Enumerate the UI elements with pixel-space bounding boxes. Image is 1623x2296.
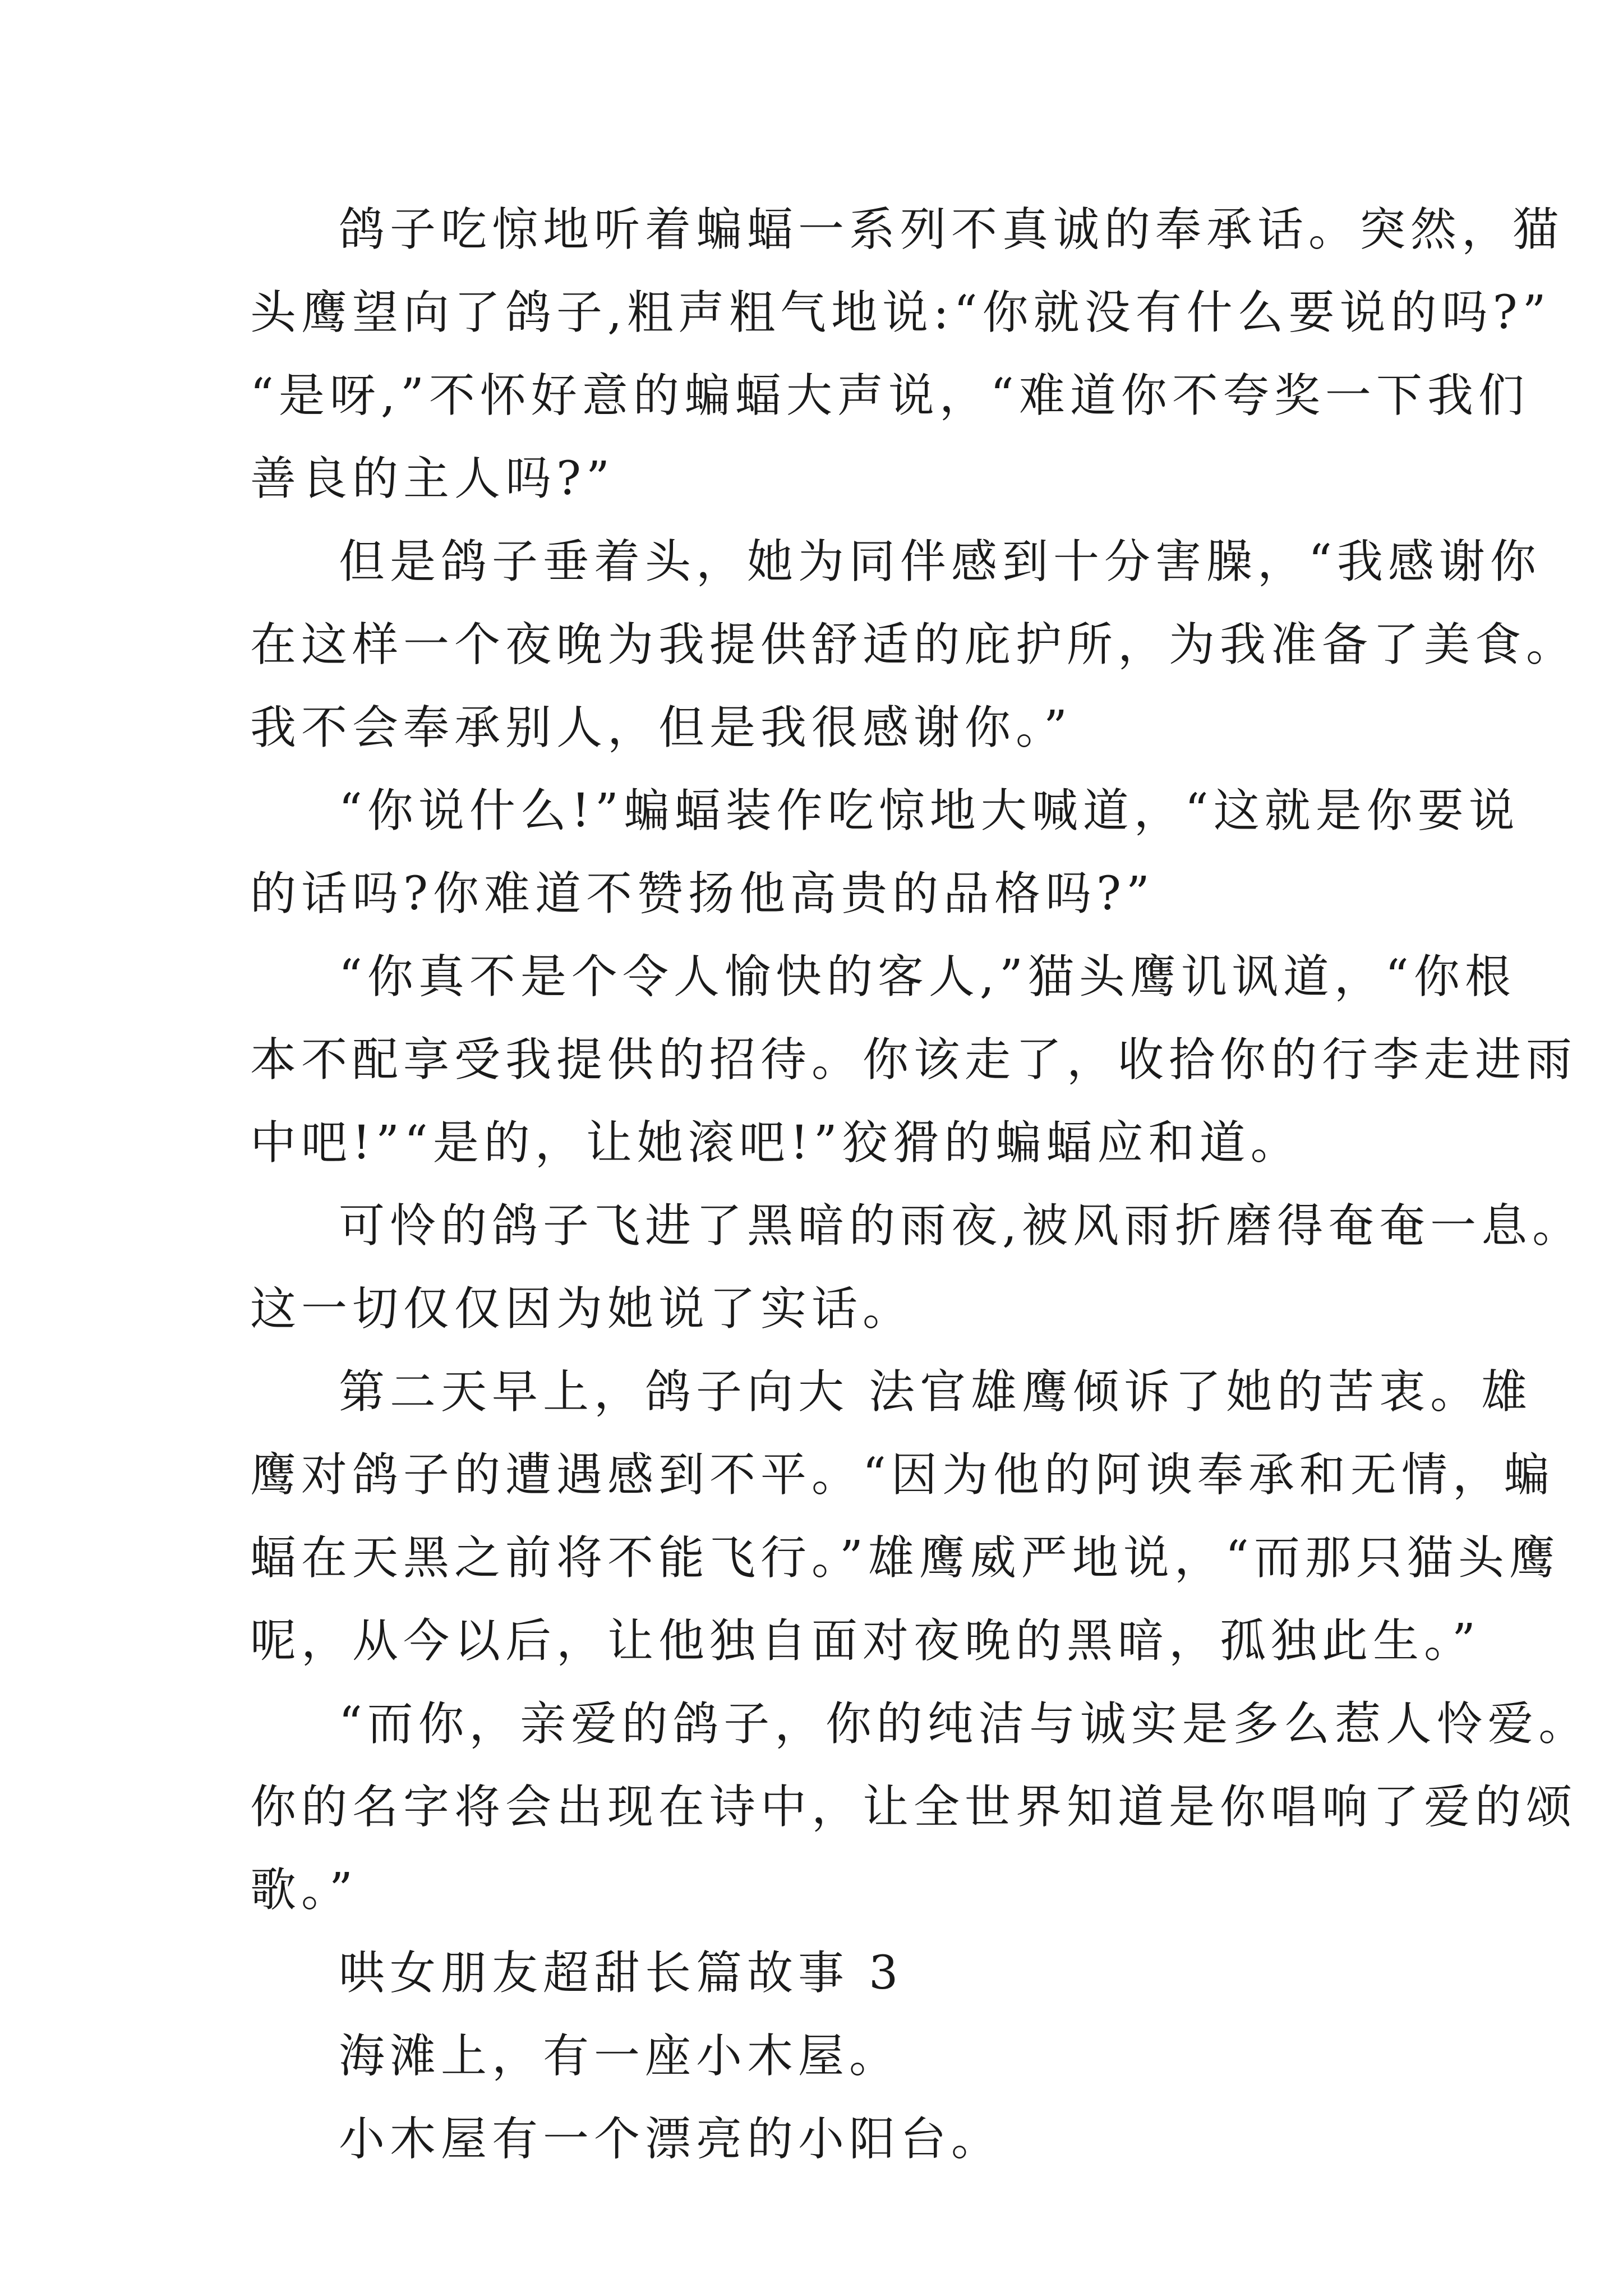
text-line: “你真不是个令人愉快的客人,”猫头鹰讥讽道，“你根 bbox=[339, 950, 1516, 1004]
text-line: 中吧!”“是的，让她滚吧!”狡猾的蝙蝠应和道。 bbox=[250, 1116, 1302, 1170]
text-line: 小木屋有一个漂亮的小阳台。 bbox=[339, 2113, 1003, 2166]
text-line: 海滩上，有一座小木屋。 bbox=[339, 2030, 901, 2083]
section-heading: 哄女朋友超甜长篇故事 3 bbox=[339, 1947, 903, 2000]
text-line: 头鹰望向了鸽子,粗声粗气地说:“你就没有什么要说的吗?” bbox=[250, 286, 1551, 339]
text-line: 蝠在天黑之前将不能飞行。”雄鹰威严地说，“而那只猫头鹰 bbox=[250, 1531, 1560, 1585]
text-line: 在这样一个夜晚为我提供舒适的庇护所，为我准备了美食。 bbox=[250, 618, 1578, 671]
text-line: 鸽子吃惊地听着蝙蝠一系列不真诚的奉承话。突然，猫 bbox=[339, 203, 1564, 256]
text-line: “你说什么!”蝙蝠装作吃惊地大喊道，“这就是你要说 bbox=[339, 784, 1520, 838]
text-line: 这一切仅仅因为她说了实话。 bbox=[250, 1282, 914, 1336]
text-line: 善良的主人吗?” bbox=[250, 452, 615, 505]
text-line: 你的名字将会出现在诗中，让全世界知道是你唱响了爱的颂 bbox=[250, 1780, 1578, 1834]
text-line: 第二天早上，鸽子向大 法官雄鹰倾诉了她的苦衷。雄 bbox=[339, 1365, 1533, 1419]
text-line: 本不配享受我提供的招待。你该走了，收拾你的行李走进雨 bbox=[250, 1033, 1578, 1087]
text-line: 我不会奉承别人，但是我很感谢你。” bbox=[250, 701, 1072, 754]
text-line: 呢，从今以后，让他独自面对夜晚的黑暗，孤独此生。” bbox=[250, 1614, 1481, 1668]
text-line: “是呀,”不怀好意的蝙蝠大声说，“难道你不夸奖一下我们 bbox=[250, 369, 1529, 422]
text-line: 的话吗?你难道不赞扬他高贵的品格吗?” bbox=[250, 867, 1155, 921]
text-line: 鹰对鸽子的遭遇感到不平。“因为他的阿谀奉承和无情，蝙 bbox=[250, 1448, 1555, 1502]
text-line: “而你，亲爱的鸽子，你的纯洁与诚实是多么惹人怜爱。 bbox=[339, 1697, 1590, 1751]
text-line: 歌。” bbox=[250, 1864, 358, 1917]
text-line: 但是鸽子垂着头，她为同伴感到十分害臊，“我感谢你 bbox=[339, 535, 1541, 588]
text-line: 可怜的鸽子飞进了黑暗的雨夜,被风雨折磨得奄奄一息。 bbox=[339, 1199, 1584, 1253]
